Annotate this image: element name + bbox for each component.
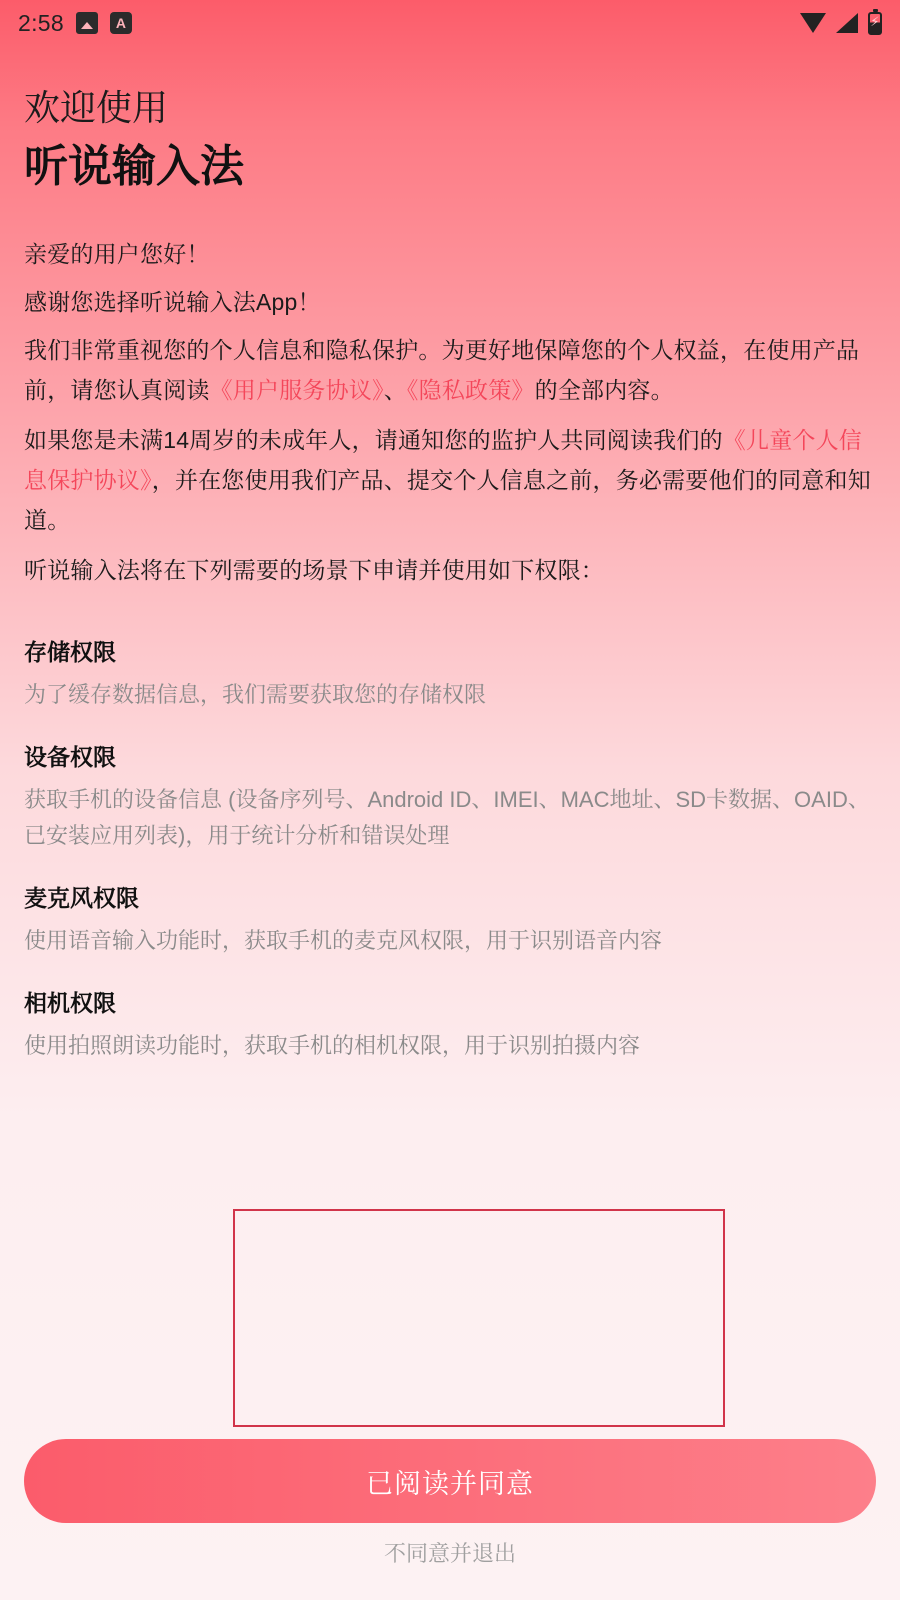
privacy-text-part-2: 、 — [383, 377, 407, 404]
permission-item — [24, 985, 876, 1064]
permission-item — [24, 739, 876, 854]
privacy-paragraph — [24, 330, 876, 410]
permission-description: 使用拍照朗读功能时，获取手机的相机权限，用于识别拍摄内容 — [24, 1033, 641, 1059]
greeting-text: 亲爱的用户您好！ — [24, 241, 210, 268]
permission-description: 使用语音输入功能时，获取手机的麦克风权限，用于识别语音内容 — [24, 928, 663, 954]
privacy-text-part-3: 的全部内容。 — [534, 377, 674, 404]
thanks-text: 感谢您选择听说输入法App！ — [24, 289, 321, 316]
user-agreement-link[interactable]: 《用户服务协议》 — [209, 377, 384, 404]
selection-highlight-box — [233, 1209, 725, 1427]
permission-description: 获取手机的设备信息 (设备序列号、Android ID、IMEI、MAC地址、SD卡数据、OAID、已安装应用列表)，用于统计分析和错误处理 — [24, 787, 870, 849]
photo-icon — [76, 12, 98, 34]
disagree-exit-link[interactable]: 不同意并退出 — [383, 1541, 516, 1566]
status-bar-right — [800, 12, 882, 35]
children-policy-link[interactable]: 《儿童个人信息保护协议》 — [24, 427, 862, 494]
minor-text-part-2: ，并在您使用我们产品、提交个人信息之前，务必需要他们的同意和知道。 — [24, 467, 871, 534]
signal-icon — [836, 13, 858, 33]
permission-description: 为了缓存数据信息，我们需要获取您的存储权限 — [24, 682, 487, 708]
battery-charging-icon — [868, 12, 882, 35]
permission-item — [24, 880, 876, 959]
privacy-text-part-1: 我们非常重视您的个人信息和隐私保护。为更好地保障您的个人权益，在使用产品前，请您认真阅读 — [24, 337, 860, 404]
minor-text-part-1: 如果您是未满14周岁的未成年人，请通知您的监护人共同阅读我们的 — [24, 427, 723, 454]
permission-title: 相机权限 — [24, 990, 116, 1017]
agree-button[interactable]: 已阅读并同意 — [24, 1439, 876, 1523]
status-bar-left — [18, 10, 132, 37]
permission-title: 存储权限 — [24, 639, 116, 666]
permission-title: 麦克风权限 — [24, 885, 139, 912]
permission-item — [24, 634, 876, 713]
status-bar — [0, 0, 900, 46]
app-title: 听说输入法 — [24, 142, 244, 192]
bottom-action-area — [0, 1439, 900, 1600]
status-clock: 2:58 — [18, 9, 64, 36]
permission-title: 设备权限 — [24, 744, 116, 771]
permission-intro-text: 听说输入法将在下列需要的场景下申请并使用如下权限： — [24, 557, 604, 584]
permission-list — [24, 634, 876, 1064]
welcome-content — [0, 46, 900, 1064]
wifi-icon — [800, 13, 826, 33]
privacy-policy-link[interactable]: 《隐私政策》 — [406, 377, 535, 404]
minor-paragraph — [24, 420, 876, 540]
welcome-label: 欢迎使用 — [24, 87, 169, 128]
app-icon: A — [110, 12, 132, 34]
